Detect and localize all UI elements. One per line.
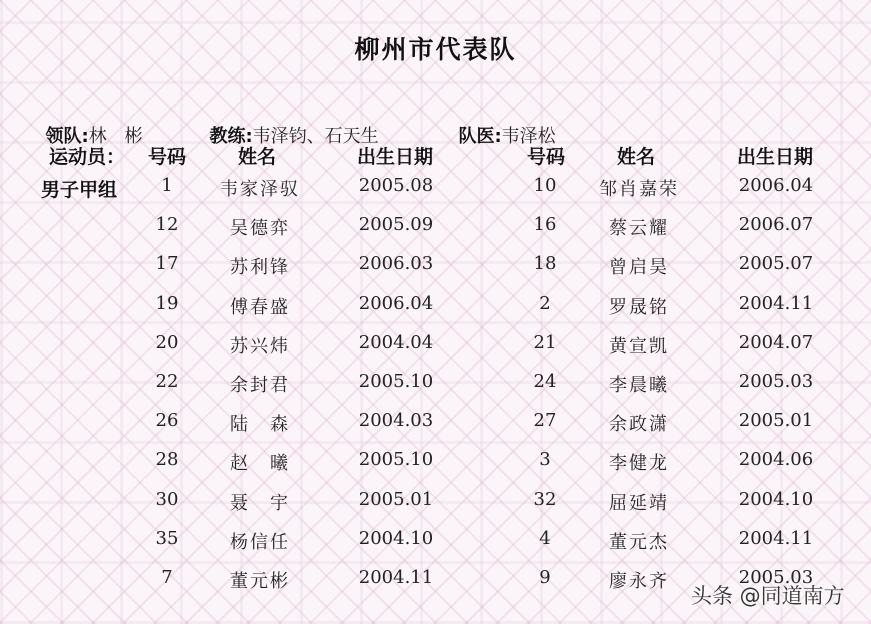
right-row-cell-name: 曾启昊 <box>609 257 669 278</box>
right-row-cell-name: 李晨曦 <box>609 375 669 396</box>
header-number-left: 号码 <box>148 146 187 168</box>
left-row-cell-name: 赵 曦 <box>230 453 290 474</box>
right-row-cell-number: 10 <box>533 175 557 196</box>
left-row-cell-name: 韦家泽驭 <box>220 179 300 200</box>
left-row-cell-number: 7 <box>161 567 173 588</box>
doctor-label: 队医: <box>458 126 502 147</box>
right-row-cell-name: 李健龙 <box>609 453 669 474</box>
right-row-cell-birth: 2005.01 <box>738 410 814 431</box>
right-row-cell-number: 24 <box>533 371 557 392</box>
group-label: 男子甲组 <box>41 179 118 201</box>
header-birth-left: 出生日期 <box>357 146 434 168</box>
right-row-cell-name: 黄宣凯 <box>609 336 669 357</box>
left-row-cell-birth: 2004.11 <box>358 567 434 588</box>
left-row-cell-name: 苏利锋 <box>230 257 290 278</box>
coach-value: 韦泽钧、石天生 <box>252 126 379 147</box>
left-row-cell-number: 20 <box>155 332 179 353</box>
right-row-cell-name: 余政潇 <box>609 414 669 435</box>
header-number-right: 号码 <box>527 146 566 168</box>
left-row-cell-number: 17 <box>155 253 179 274</box>
left-row-cell-birth: 2005.10 <box>358 371 434 392</box>
right-row-cell-number: 27 <box>533 410 557 431</box>
right-row-cell-birth: 2004.07 <box>738 332 814 353</box>
left-row-cell-name: 陆 森 <box>230 414 290 435</box>
left-row-cell-number: 22 <box>155 371 179 392</box>
leader-label: 领队: <box>45 126 89 147</box>
left-row-cell-birth: 2005.01 <box>358 489 434 510</box>
right-row-cell-number: 18 <box>533 253 557 274</box>
right-row-cell-birth: 2004.06 <box>738 449 814 470</box>
left-row-cell-birth: 2004.03 <box>358 410 434 431</box>
right-row-cell-name: 邹肖嘉荣 <box>599 179 679 200</box>
right-row-cell-name: 董元杰 <box>609 532 669 553</box>
left-row-cell-name: 傅春盛 <box>230 297 290 318</box>
right-row-cell-birth: 2006.07 <box>738 214 814 235</box>
left-row-cell-birth: 2006.04 <box>358 293 434 314</box>
header-name-left: 姓名 <box>238 146 277 168</box>
team-doctor <box>447 101 556 148</box>
right-row-cell-birth: 2004.10 <box>738 489 814 510</box>
right-row-cell-birth: 2004.11 <box>738 528 814 549</box>
coach-label: 教练: <box>209 126 253 147</box>
right-row-cell-birth: 2004.11 <box>738 293 814 314</box>
right-row-cell-name: 蔡云耀 <box>609 218 669 239</box>
athletes-label: 运动员： <box>49 146 126 168</box>
right-row-cell-number: 4 <box>539 528 551 549</box>
left-row-cell-number: 28 <box>155 449 179 470</box>
left-row-cell-number: 1 <box>161 175 173 196</box>
left-row-cell-name: 吴德弈 <box>230 218 290 239</box>
watermark: 头条 @同道南方 <box>691 584 845 608</box>
left-row-cell-name: 董元彬 <box>230 571 290 592</box>
page-title: 柳州市代表队 <box>354 35 517 64</box>
left-row-cell-birth: 2005.10 <box>358 449 434 470</box>
right-row-cell-birth: 2005.03 <box>738 567 814 588</box>
left-row-cell-name: 苏兴炜 <box>230 336 290 357</box>
right-row-cell-birth: 2006.04 <box>738 175 814 196</box>
left-row-cell-birth: 2004.04 <box>358 332 434 353</box>
left-row-cell-name: 杨信任 <box>230 532 290 553</box>
left-row-cell-name: 余封君 <box>230 375 290 396</box>
right-row-cell-number: 21 <box>533 332 557 353</box>
left-row-cell-number: 12 <box>155 214 179 235</box>
coach <box>198 101 379 148</box>
team-leader <box>34 101 143 148</box>
right-row-cell-name: 廖永齐 <box>609 571 669 592</box>
header-birth-right: 出生日期 <box>737 146 814 168</box>
left-row-cell-name: 聂 宇 <box>230 493 290 514</box>
right-row-cell-name: 罗晟铭 <box>609 297 669 318</box>
left-row-cell-birth: 2005.08 <box>358 175 434 196</box>
left-row-cell-birth: 2005.09 <box>358 214 434 235</box>
left-row-cell-birth: 2006.03 <box>358 253 434 274</box>
right-row-cell-number: 32 <box>533 489 557 510</box>
leader-value: 林 彬 <box>88 126 143 147</box>
right-row-cell-birth: 2005.07 <box>738 253 814 274</box>
left-row-cell-number: 30 <box>155 489 179 510</box>
right-row-cell-birth: 2005.03 <box>738 371 814 392</box>
header-name-right: 姓名 <box>617 146 656 168</box>
right-row-cell-number: 3 <box>539 449 551 470</box>
left-row-cell-birth: 2004.10 <box>358 528 434 549</box>
left-row-cell-number: 26 <box>155 410 179 431</box>
right-row-cell-number: 2 <box>539 293 551 314</box>
left-row-cell-number: 35 <box>155 528 179 549</box>
right-row-cell-number: 16 <box>533 214 557 235</box>
right-row-cell-name: 屈延靖 <box>609 493 669 514</box>
doctor-value: 韦泽松 <box>501 126 556 147</box>
left-row-cell-number: 19 <box>155 293 179 314</box>
right-row-cell-number: 9 <box>539 567 551 588</box>
